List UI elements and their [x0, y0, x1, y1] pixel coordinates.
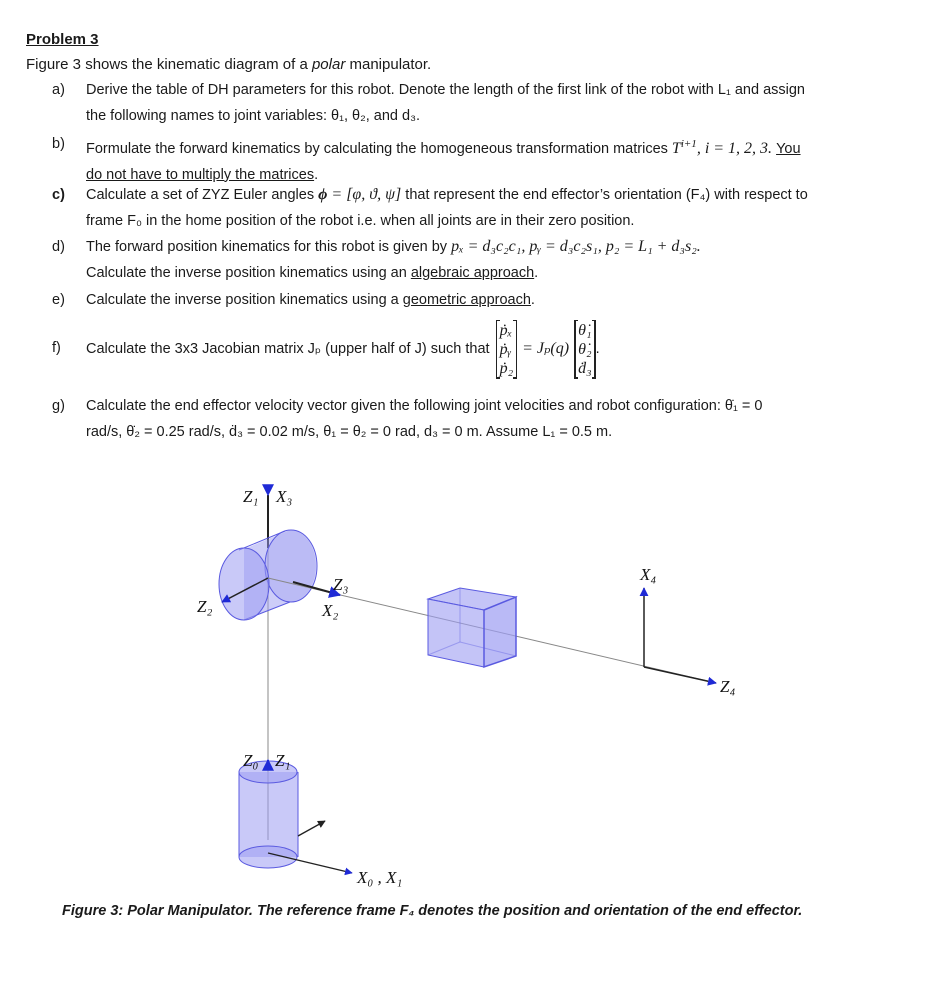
z4-axis — [644, 667, 716, 683]
question-label: g) — [52, 398, 65, 414]
question-g: g) Calculate the end effector velocity vector given the following joint velocities and robot configuration: θ̇₁ = 0 rad/s, θ̇₂ = 0.25 rad/s, ḋ₃ = 0.02 m/s, θ₁ = θ₂ = 0 rad, d₃ = 0 m. Assume L₁ = 0.5 m. — [52, 393, 920, 445]
label-x0-x1: X₀ , X₁ — [357, 868, 403, 887]
label-z4: Z₄ — [720, 677, 736, 696]
base-cylinder — [239, 761, 298, 868]
label-x2: X₂ — [322, 601, 339, 620]
y0-axis — [298, 821, 325, 836]
question-b: b) Formulate the forward kinematics by calculating the homogeneous transformation matrices $T^{i+1}$, i = 1, 2, 3. You do not have to multiply the matrices. — [52, 131, 920, 188]
question-label: d) — [52, 239, 65, 255]
problem-intro: Figure 3 shows the kinematic diagram of a polar manipulator. — [26, 56, 432, 73]
figure-caption: Figure 3: Polar Manipulator. The reference frame F₄ denotes the position and orientation of the end effector. — [62, 903, 803, 919]
question-f: f) Calculate the 3x3 Jacobian matrix Jₚ (upper half of J) such that ṗₓ ṗᵧ ṗ₂ = Jₚ(q) θ̇₁ θ̇₂ ḋ₃ . — [52, 321, 600, 377]
prismatic-cube — [428, 588, 516, 667]
question-a: a) Derive the table of DH parameters for this robot. Denote the length of the first link of the robot with L₁ and assign the following names to joint variables: θ₁, θ₂, and d₃. — [52, 77, 920, 129]
polar-manipulator-diagram — [0, 460, 952, 900]
joint-velocity-matrix: θ̇₁ θ̇₂ ḋ₃ — [574, 320, 596, 379]
question-label: f) — [52, 340, 61, 356]
label-z1-base: Z₁ — [275, 751, 291, 770]
label-x4: X₄ — [640, 565, 657, 584]
label-z1: Z₁ — [243, 487, 259, 506]
problem-title: Problem 3 — [26, 31, 99, 48]
label-z3: Z₃ — [333, 575, 349, 594]
question-d: d) The forward position kinematics for this robot is given by pₓ = d₃c₂c₁, pᵧ = d₃c₂s₁, p₂ = L₁ + d₃s₂. Calculate the inverse position kinematics using an algebraic approach. — [52, 234, 920, 286]
joint2-cylinder — [219, 530, 317, 620]
label-z0: Z₀ — [243, 751, 259, 770]
question-label: e) — [52, 292, 65, 308]
question-label: b) — [52, 136, 65, 152]
label-x3: X₃ — [276, 487, 293, 506]
question-label: a) — [52, 82, 65, 98]
label-z2: Z₂ — [197, 597, 213, 616]
velocity-vector-matrix: ṗₓ ṗᵧ ṗ₂ — [496, 320, 518, 379]
forward-kinematics-equation: pₓ = d₃c₂c₁, pᵧ = d₃c₂s₁, p₂ = L₁ + d₃s₂. — [451, 238, 701, 255]
question-label: c) — [52, 187, 65, 203]
question-c: c) Calculate a set of ZYZ Euler angles ϕ = [φ, ϑ, ψ] that represent the end effector’s orientation (F₄) with respect to frame F₀ in the home position of the robot i.e. when all joints are in their zero position. — [52, 182, 920, 234]
question-e: e) Calculate the inverse position kinematics using a geometric approach. — [52, 287, 920, 313]
